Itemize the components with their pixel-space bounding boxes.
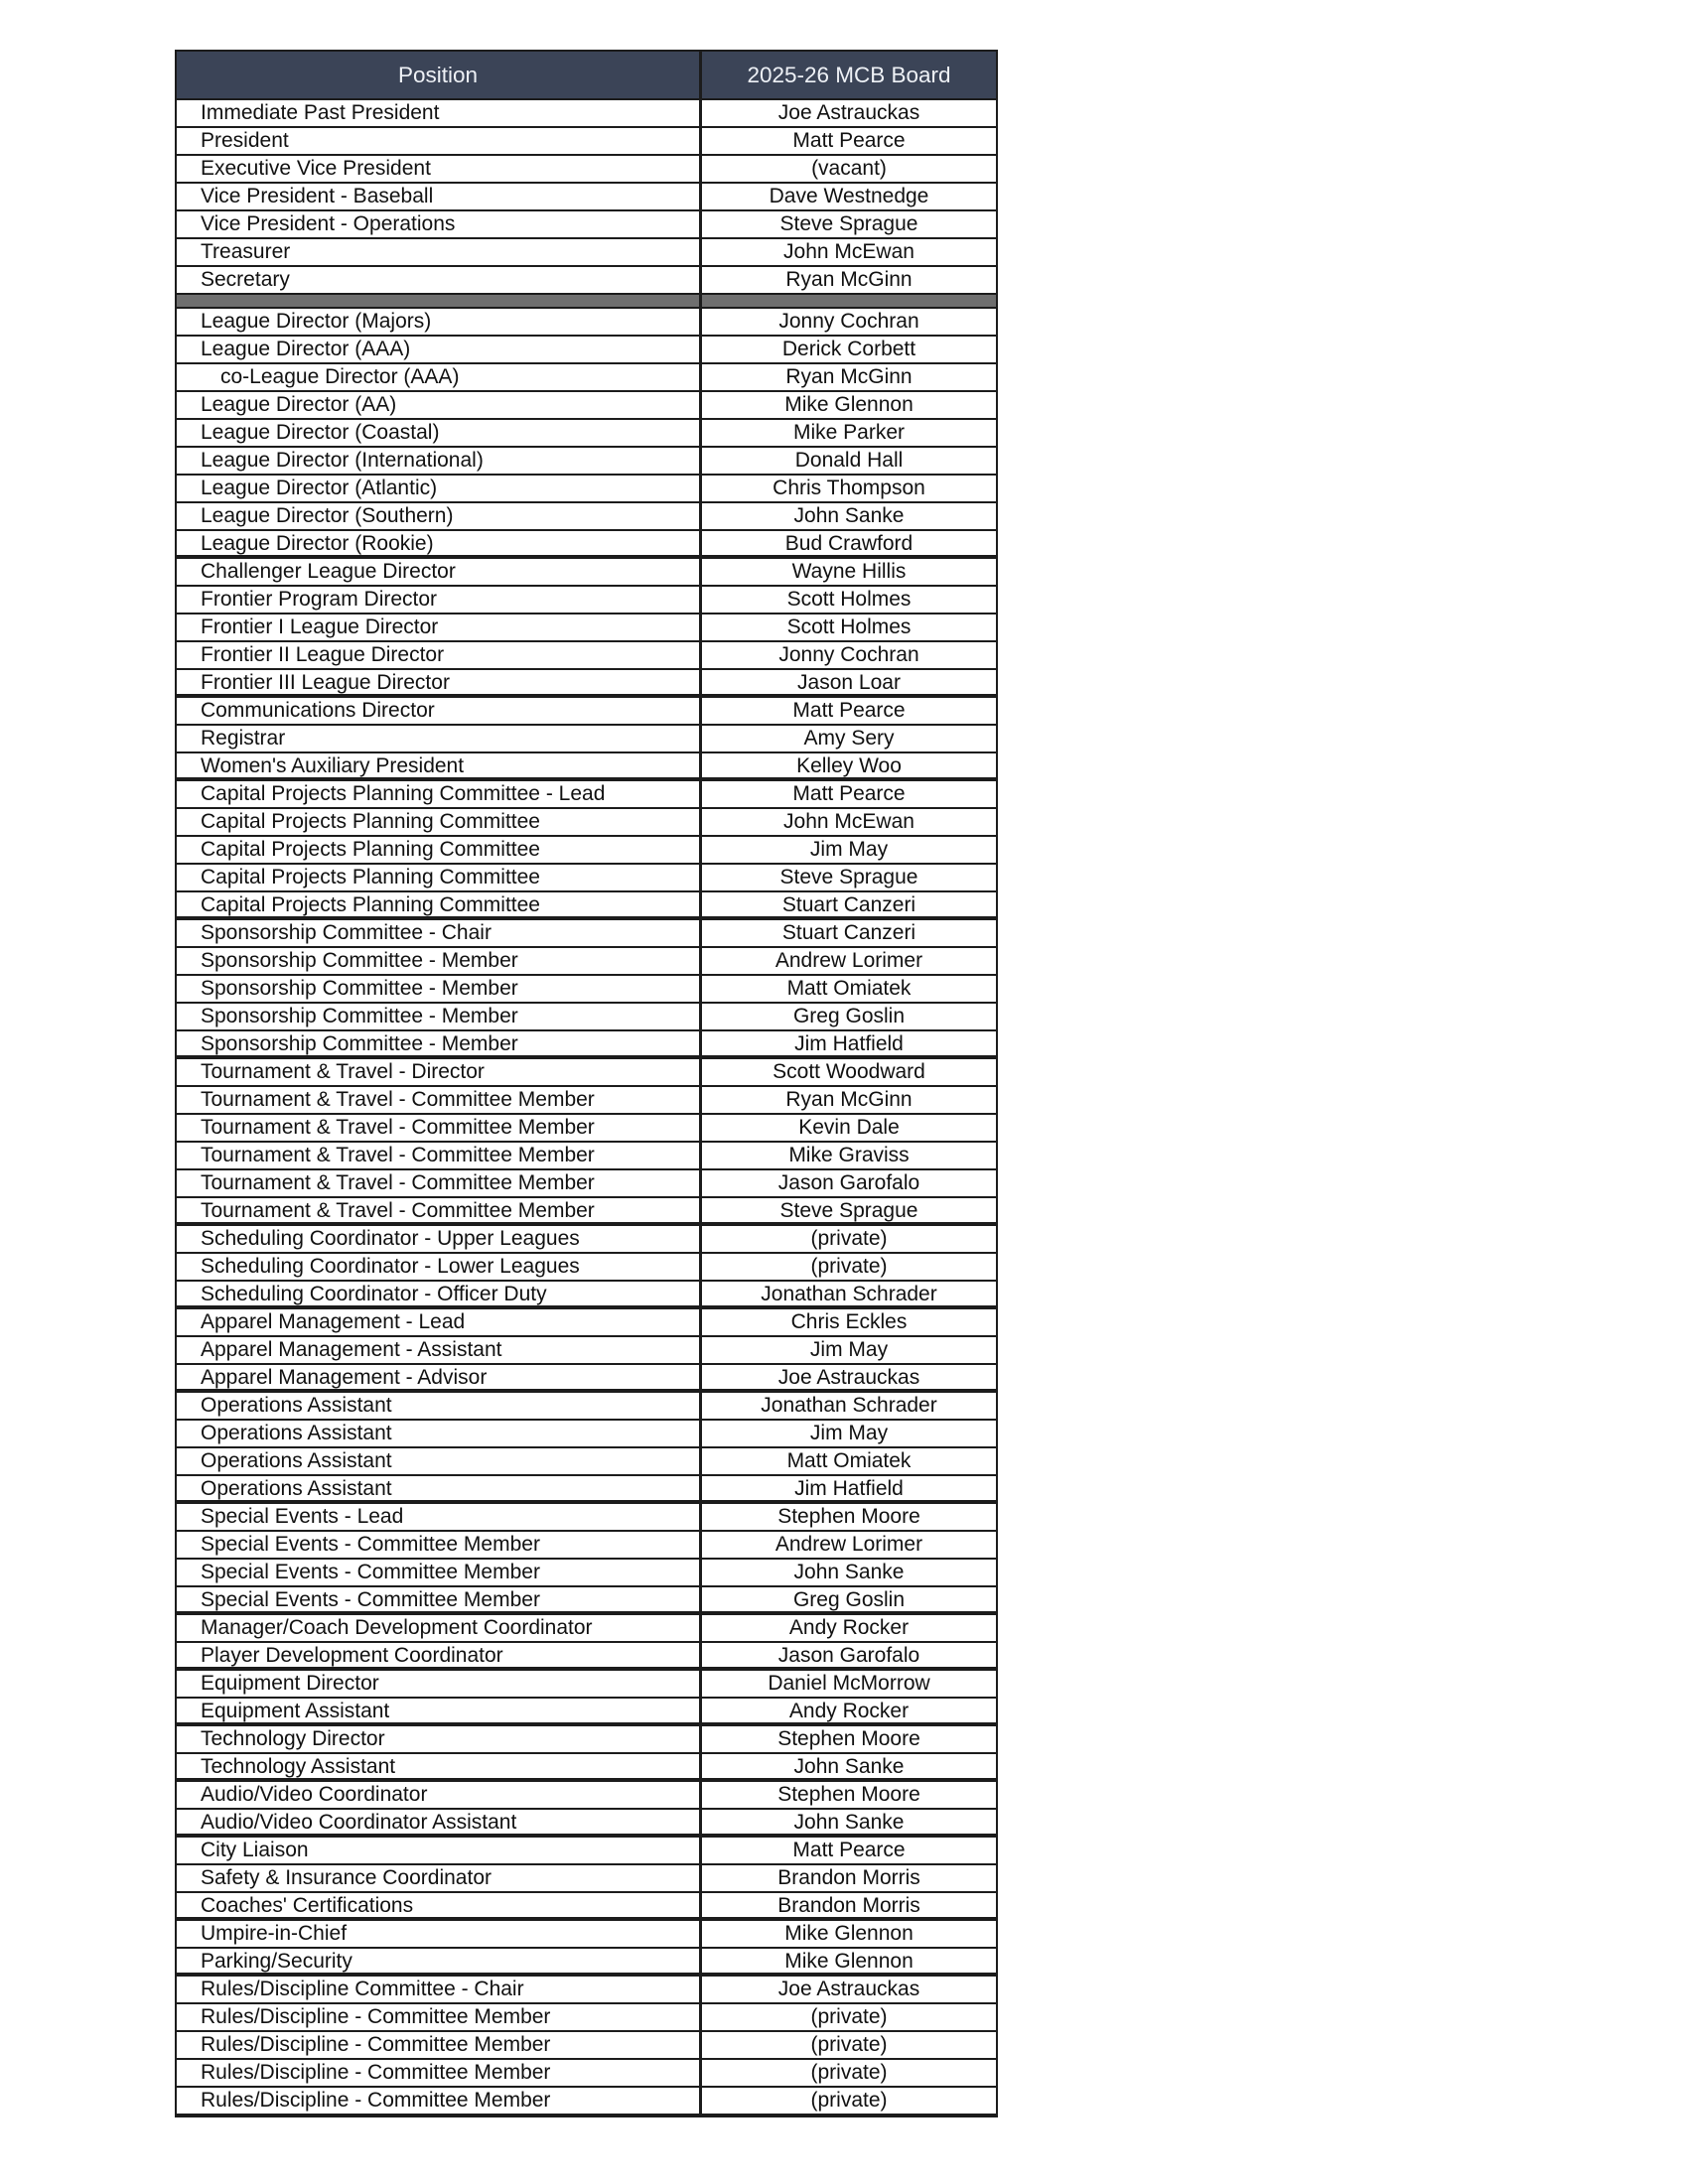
name-cell: John Sanke <box>793 504 905 527</box>
name-cell: Andrew Lorimer <box>774 1533 923 1556</box>
name-cell: John McEwan <box>783 240 914 263</box>
table-row <box>177 1004 996 1031</box>
name-cell: Ryan McGinn <box>785 268 913 291</box>
name-cell: Scott Holmes <box>786 588 912 611</box>
board-roster-table <box>175 50 998 2117</box>
name-cell: Andy Rocker <box>788 1616 910 1639</box>
position-cell: Operations Assistant <box>177 1393 702 1419</box>
position-cell: Rules/Discipline - Committee Member <box>177 2004 702 2030</box>
position-cell: Apparel Management - Advisor <box>177 1365 702 1389</box>
name-cell: Joe Astrauckas <box>777 101 920 124</box>
name-cell: Jonathan Schrader <box>761 1283 937 1305</box>
name-cell: Greg Goslin <box>792 1005 906 1027</box>
name-cell: Ryan McGinn <box>785 1088 913 1111</box>
table-row <box>177 1337 996 1365</box>
table-row <box>177 476 996 503</box>
position-cell: Tournament & Travel - Committee Member <box>177 1115 702 1141</box>
table-row <box>177 337 996 364</box>
position-cell: Capital Projects Planning Committee <box>177 809 702 835</box>
table-row <box>177 1393 996 1421</box>
name-cell: (private) <box>810 2061 888 2084</box>
table-row <box>177 642 996 670</box>
position-column-header: Position <box>177 52 702 98</box>
name-cell: Wayne Hillis <box>791 560 907 583</box>
name-cell: (private) <box>810 2089 888 2112</box>
position-cell: Umpire-in-Chief <box>177 1921 702 1947</box>
table-row <box>177 100 996 128</box>
position-cell: Special Events - Committee Member <box>177 1587 702 1611</box>
table-row <box>177 1782 996 1810</box>
table-row <box>177 920 996 948</box>
name-cell: Matt Pearce <box>792 782 906 805</box>
name-cell: Steve Sprague <box>779 1199 918 1222</box>
position-cell: Sponsorship Committee - Member <box>177 1031 702 1055</box>
table-header <box>177 52 996 100</box>
name-cell: Jim May <box>809 1422 889 1444</box>
table-row <box>177 420 996 448</box>
table-row <box>177 1865 996 1893</box>
name-cell: Amy Sery <box>803 727 895 750</box>
name-cell: Jim May <box>809 1338 889 1361</box>
position-cell: Executive Vice President <box>177 156 702 182</box>
name-cell: Kelley Woo <box>796 754 902 777</box>
name-cell: Jim Hatfield <box>794 1477 904 1500</box>
name-cell: Jonny Cochran <box>778 310 919 333</box>
position-cell: Capital Projects Planning Committee <box>177 865 702 890</box>
position-cell: League Director (Rookie) <box>177 531 702 555</box>
position-cell: Audio/Video Coordinator Assistant <box>177 1810 702 1834</box>
position-cell: Sponsorship Committee - Member <box>177 976 702 1002</box>
table-row <box>177 211 996 239</box>
table-row <box>177 1977 996 2004</box>
position-cell: Rules/Discipline - Committee Member <box>177 2060 702 2086</box>
name-cell: Stephen Moore <box>777 1783 920 1806</box>
table-row <box>177 1309 996 1337</box>
table-row <box>177 865 996 892</box>
name-cell: Mike Glennon <box>784 1922 914 1945</box>
table-row <box>177 1671 996 1699</box>
board-column-header: 2025-26 MCB Board <box>747 62 951 87</box>
name-cell: Matt Pearce <box>792 129 906 152</box>
table-row <box>177 698 996 726</box>
name-cell: Mike Graviss <box>788 1144 910 1166</box>
table-row <box>177 892 996 920</box>
table-row <box>177 1031 996 1059</box>
table-row <box>177 753 996 781</box>
position-cell: Frontier III League Director <box>177 670 702 694</box>
name-cell: Mike Glennon <box>784 1950 914 1973</box>
name-cell: Andy Rocker <box>788 1700 910 1722</box>
name-cell: Matt Omiatek <box>786 1449 912 1472</box>
name-cell: Matt Pearce <box>792 1839 906 1861</box>
name-cell: John Sanke <box>793 1811 905 1834</box>
position-cell: League Director (AA) <box>177 392 702 418</box>
position-cell: Frontier I League Director <box>177 614 702 640</box>
position-cell: Operations Assistant <box>177 1476 702 1500</box>
name-cell: (private) <box>810 1255 888 1278</box>
name-cell: Jim May <box>809 838 889 861</box>
table-row <box>177 2060 996 2088</box>
position-cell: Equipment Director <box>177 1671 702 1697</box>
position-cell: Scheduling Coordinator - Officer Duty <box>177 1282 702 1305</box>
position-cell: Coaches' Certifications <box>177 1893 702 1917</box>
position-cell: League Director (Southern) <box>177 503 702 529</box>
table-row <box>177 976 996 1004</box>
table-row <box>177 1699 996 1726</box>
position-cell: League Director (Majors) <box>177 309 702 335</box>
position-cell: co-League Director (AAA) <box>177 364 702 390</box>
name-cell: Brandon Morris <box>777 1894 920 1917</box>
position-cell: Sponsorship Committee - Member <box>177 1004 702 1029</box>
table-row <box>177 2088 996 2116</box>
table-row <box>177 503 996 531</box>
position-cell: Tournament & Travel - Director <box>177 1059 702 1085</box>
position-cell: Secretary <box>177 267 702 293</box>
table-row <box>177 1643 996 1671</box>
name-cell: Joe Astrauckas <box>777 1366 920 1389</box>
name-cell: John Sanke <box>793 1561 905 1583</box>
name-cell: Chris Thompson <box>773 477 925 499</box>
name-cell: Jonny Cochran <box>778 643 919 666</box>
name-cell: Donald Hall <box>794 449 904 472</box>
name-cell: Steve Sprague <box>779 866 918 888</box>
table-row <box>177 1615 996 1643</box>
name-cell: Mike Parker <box>792 421 906 444</box>
table-row <box>177 1115 996 1143</box>
table-row <box>177 948 996 976</box>
position-cell: Registrar <box>177 726 702 751</box>
table-row <box>177 1448 996 1476</box>
position-cell: Sponsorship Committee - Member <box>177 948 702 974</box>
table-row <box>177 1921 996 1949</box>
section-separator <box>177 295 996 309</box>
table-row <box>177 1143 996 1170</box>
name-cell: Chris Eckles <box>790 1310 908 1333</box>
position-cell: Tournament & Travel - Committee Member <box>177 1198 702 1222</box>
name-cell: Jason Loar <box>797 671 901 694</box>
name-cell: Matt Omiatek <box>786 977 912 1000</box>
position-cell: Capital Projects Planning Committee <box>177 892 702 916</box>
name-cell: Brandon Morris <box>777 1866 920 1889</box>
table-row <box>177 1059 996 1087</box>
name-cell: Joe Astrauckas <box>777 1978 920 2000</box>
table-row <box>177 1893 996 1921</box>
name-cell: Greg Goslin <box>792 1588 906 1611</box>
table-row <box>177 184 996 211</box>
position-cell: Technology Director <box>177 1726 702 1752</box>
name-cell: (private) <box>810 2005 888 2028</box>
table-row <box>177 364 996 392</box>
table-row <box>177 2004 996 2032</box>
name-cell: Stuart Canzeri <box>781 893 916 916</box>
table-row <box>177 837 996 865</box>
position-cell: Scheduling Coordinator - Lower Leagues <box>177 1254 702 1280</box>
name-cell: Jonathan Schrader <box>761 1394 937 1417</box>
name-cell: Scott Woodward <box>773 1060 925 1083</box>
name-cell: Steve Sprague <box>779 212 918 235</box>
position-cell: Apparel Management - Assistant <box>177 1337 702 1363</box>
name-cell: Andrew Lorimer <box>774 949 923 972</box>
position-cell: President <box>177 128 702 154</box>
table-row <box>177 1087 996 1115</box>
position-cell: Vice President - Operations <box>177 211 702 237</box>
name-cell: (private) <box>810 1227 888 1250</box>
position-cell: Rules/Discipline Committee - Chair <box>177 1977 702 2002</box>
name-cell: Ryan McGinn <box>785 365 913 388</box>
table-row <box>177 1838 996 1865</box>
table-row <box>177 726 996 753</box>
table-row <box>177 267 996 295</box>
table-row <box>177 448 996 476</box>
table-row <box>177 531 996 559</box>
position-cell: League Director (Coastal) <box>177 420 702 446</box>
position-cell: League Director (AAA) <box>177 337 702 362</box>
position-cell: Apparel Management - Lead <box>177 1309 702 1335</box>
name-cell: John McEwan <box>783 810 914 833</box>
position-cell: League Director (Atlantic) <box>177 476 702 501</box>
position-cell: Immediate Past President <box>177 100 702 126</box>
position-cell: Capital Projects Planning Committee - Lead <box>177 781 702 807</box>
table-row <box>177 587 996 614</box>
position-cell: Player Development Coordinator <box>177 1643 702 1667</box>
position-cell: League Director (International) <box>177 448 702 474</box>
name-cell: Jason Garofalo <box>777 1644 920 1667</box>
position-cell: Challenger League Director <box>177 559 702 585</box>
table-row <box>177 309 996 337</box>
table-row <box>177 1532 996 1560</box>
position-cell: Rules/Discipline - Committee Member <box>177 2088 702 2114</box>
table-row <box>177 809 996 837</box>
name-cell: Daniel McMorrow <box>768 1672 930 1695</box>
position-cell: Operations Assistant <box>177 1448 702 1474</box>
officers-section <box>177 100 996 295</box>
name-cell: Dave Westnedge <box>769 185 929 207</box>
position-cell: Tournament & Travel - Committee Member <box>177 1087 702 1113</box>
name-cell: Bud Crawford <box>784 532 914 555</box>
name-cell: Kevin Dale <box>798 1116 900 1139</box>
position-cell: Special Events - Committee Member <box>177 1560 702 1585</box>
name-cell: (private) <box>810 2033 888 2056</box>
position-cell: Manager/Coach Development Coordinator <box>177 1615 702 1641</box>
name-cell: Derick Corbett <box>781 338 916 360</box>
position-cell: Treasurer <box>177 239 702 265</box>
table-row <box>177 1421 996 1448</box>
position-cell: Technology Assistant <box>177 1754 702 1778</box>
position-cell: Tournament & Travel - Committee Member <box>177 1143 702 1168</box>
name-cell: Stuart Canzeri <box>781 921 916 944</box>
table-row <box>177 614 996 642</box>
table-row <box>177 1726 996 1754</box>
name-cell: Stephen Moore <box>777 1727 920 1750</box>
table-row <box>177 392 996 420</box>
table-row <box>177 2032 996 2060</box>
position-cell: Parking/Security <box>177 1949 702 1973</box>
name-cell: Stephen Moore <box>777 1505 920 1528</box>
position-cell: Frontier Program Director <box>177 587 702 613</box>
table-row <box>177 1365 996 1393</box>
name-cell: Jason Garofalo <box>777 1171 920 1194</box>
position-cell: Rules/Discipline - Committee Member <box>177 2032 702 2058</box>
position-cell: Special Events - Committee Member <box>177 1532 702 1558</box>
table-row <box>177 559 996 587</box>
position-cell: Vice President - Baseball <box>177 184 702 209</box>
name-cell: Scott Holmes <box>786 615 912 638</box>
position-cell: Operations Assistant <box>177 1421 702 1446</box>
table-row <box>177 1754 996 1782</box>
position-cell: Communications Director <box>177 698 702 724</box>
position-cell: City Liaison <box>177 1838 702 1863</box>
table-row <box>177 239 996 267</box>
table-row <box>177 1587 996 1615</box>
committee-section <box>177 309 996 2116</box>
table-row <box>177 1476 996 1504</box>
name-cell: John Sanke <box>793 1755 905 1778</box>
table-row <box>177 781 996 809</box>
table-row <box>177 1949 996 1977</box>
name-cell: Matt Pearce <box>792 699 906 722</box>
table-row <box>177 1226 996 1254</box>
table-row <box>177 1504 996 1532</box>
position-cell: Equipment Assistant <box>177 1699 702 1722</box>
table-row <box>177 156 996 184</box>
position-cell: Scheduling Coordinator - Upper Leagues <box>177 1226 702 1252</box>
table-row <box>177 1282 996 1309</box>
table-row <box>177 128 996 156</box>
position-cell: Audio/Video Coordinator <box>177 1782 702 1808</box>
table-row <box>177 1560 996 1587</box>
table-row <box>177 670 996 698</box>
table-row <box>177 1254 996 1282</box>
position-cell: Sponsorship Committee - Chair <box>177 920 702 946</box>
position-cell: Special Events - Lead <box>177 1504 702 1530</box>
table-row <box>177 1198 996 1226</box>
table-row <box>177 1170 996 1198</box>
name-cell: Mike Glennon <box>784 393 914 416</box>
name-cell: (vacant) <box>811 157 887 180</box>
position-cell: Tournament & Travel - Committee Member <box>177 1170 702 1196</box>
position-cell: Women's Auxiliary President <box>177 753 702 777</box>
table-row <box>177 1810 996 1838</box>
name-cell: Jim Hatfield <box>794 1032 904 1055</box>
position-cell: Frontier II League Director <box>177 642 702 668</box>
position-cell: Capital Projects Planning Committee <box>177 837 702 863</box>
position-cell: Safety & Insurance Coordinator <box>177 1865 702 1891</box>
